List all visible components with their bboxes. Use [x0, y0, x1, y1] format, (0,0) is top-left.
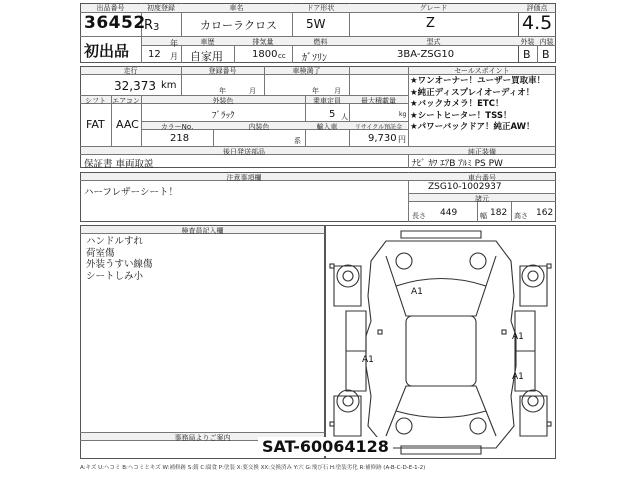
score-label: 評価点 [526, 4, 548, 12]
era: R [144, 18, 154, 33]
shift-label: シフト [85, 97, 106, 105]
lot-label: 出品番号 [96, 4, 125, 12]
damage-legend: A:キズ U:ヘコミ B:ヘコミとキズ W:補修跡 S:錆 C:腐食 P:塗装 X:要交換 XX:交換済み Y:穴 G:飛び石 H:塗装劣化 R:補修跡 (A-B-C-D-E-1-2) [80, 465, 426, 471]
length-label: 長さ [412, 212, 426, 220]
yen-unit: 円 [398, 135, 406, 144]
doors: 5W [306, 17, 326, 31]
inspection-line: 外装うすい線傷 [86, 259, 153, 270]
int-label: 内装 [539, 38, 554, 46]
body-type: 自家用 [190, 50, 223, 63]
width: 182 [490, 208, 508, 218]
color-no-label: カラーNo. [160, 123, 194, 131]
reg-cat-label: 車検満了 [292, 67, 321, 75]
score: 4.5 [522, 12, 553, 34]
chassis-label: 車台番号 [468, 174, 496, 182]
office-label: 事務局よりご案内 [174, 434, 231, 442]
inspection-year: 年 [219, 87, 226, 95]
car-name: カローラクロス [200, 19, 277, 32]
notes-content: ハーフレザーシート！ [84, 187, 178, 198]
reg-month: 12 [148, 49, 161, 60]
mileage-label: 走行 [123, 67, 138, 75]
ac: AAC [116, 118, 139, 131]
accessories: 保証書 車両取説 [84, 159, 154, 170]
car-diagram [326, 226, 555, 458]
body-type-label: 車歴 [200, 38, 215, 46]
accessories-label: 後日発送部品 [223, 148, 265, 156]
inspection-month: 月 [249, 87, 256, 95]
recycle-label: リサイクル預託金 [354, 124, 403, 131]
reg-label: 初度登録 [147, 4, 175, 12]
length: 449 [440, 208, 458, 218]
width-label: 幅 [480, 212, 487, 220]
color: ﾌﾞﾗｯｸ [212, 111, 235, 121]
car-name-label: 車名 [229, 4, 244, 12]
doors-label: ドア形状 [306, 4, 335, 12]
reg-month-unit: 月 [334, 87, 341, 95]
inspection-line: シートしみ小 [86, 270, 144, 282]
seats-label: 乗車定員 [313, 97, 341, 105]
seats-unit: 人 [341, 113, 348, 121]
ext-label: 外装 [520, 38, 535, 46]
fuel: ｶﾞｿﾘﾝ [302, 53, 327, 64]
damage-mark: A1 [411, 287, 423, 297]
damage-mark: A1 [512, 332, 524, 342]
km-unit: km [161, 80, 177, 91]
height-label: 高さ [514, 212, 528, 220]
reg-year-unit: 年 [312, 87, 319, 95]
displacement: 1800 [252, 49, 278, 60]
grade: Z [426, 16, 435, 31]
damage-mark: A1 [362, 355, 374, 365]
inspection-label: 登録番号 [208, 67, 237, 75]
sales-point: ★純正ディスプレイオーディオ！ [410, 87, 535, 98]
seats: 5 [329, 109, 336, 120]
ac-label: エアコン [112, 97, 140, 105]
recycle: 9,730 [368, 133, 397, 144]
height: 162 [536, 208, 554, 218]
equip-label: 純正装備 [468, 148, 496, 156]
equipment: ﾅﾋﾞ ｶﾜ ｴｱB ｱﾙﾐ PS PW [412, 159, 503, 169]
inspection-notes [86, 236, 153, 282]
model: 3BA-ZSG10 [397, 49, 455, 60]
reg-year: 3 [153, 22, 160, 33]
lot-number: 36452 [84, 13, 146, 33]
sales-point: ★ワンオーナー！ユーザー買取車！ [410, 76, 546, 86]
sales-point: ★バックカメラ！ETC！ [410, 99, 504, 109]
color-no: 218 [170, 133, 190, 144]
damage-mark: A1 [512, 372, 524, 382]
load-label: 最大積載量 [361, 97, 396, 105]
sales-point: ★パワーバックドア！純正AW！ [410, 122, 535, 132]
dims-label: 諸元 [475, 195, 489, 203]
fuel-label: 燃料 [313, 38, 328, 46]
sales-points [410, 76, 556, 134]
inspection-line: 荷室傷 [86, 247, 115, 259]
model-label: 型式 [426, 38, 441, 46]
int-grade: B [542, 48, 550, 61]
year-unit: 年 [170, 39, 178, 48]
first-listing: 初出品 [84, 42, 130, 60]
mileage: 32,373 [114, 79, 156, 93]
sales-label: セールスポイント [454, 67, 510, 75]
displacement-label: 排気量 [252, 38, 274, 46]
month-unit: 月 [170, 52, 178, 61]
ext-grade: B [523, 48, 531, 61]
int-color-label: 内装色 [248, 123, 270, 131]
notes-label: 注意事項欄 [226, 174, 262, 182]
int-color-unit: 系 [294, 137, 301, 145]
auction-stamp: SAT-60064128 [258, 437, 393, 456]
import-label: 輸入車 [316, 123, 338, 131]
color-label: 外装色 [212, 97, 234, 105]
cc-unit: cc [278, 52, 286, 60]
shift: FAT [86, 118, 105, 131]
sales-point: ★シートヒーター！TSS！ [410, 110, 512, 121]
chassis: ZSG10-1002937 [428, 182, 502, 192]
inspection-line: ハンドルすれ [86, 236, 144, 247]
inspection-label: 検査員記入欄 [181, 227, 224, 235]
load-unit: kg [399, 111, 407, 118]
grade-label: グレード [419, 4, 448, 12]
